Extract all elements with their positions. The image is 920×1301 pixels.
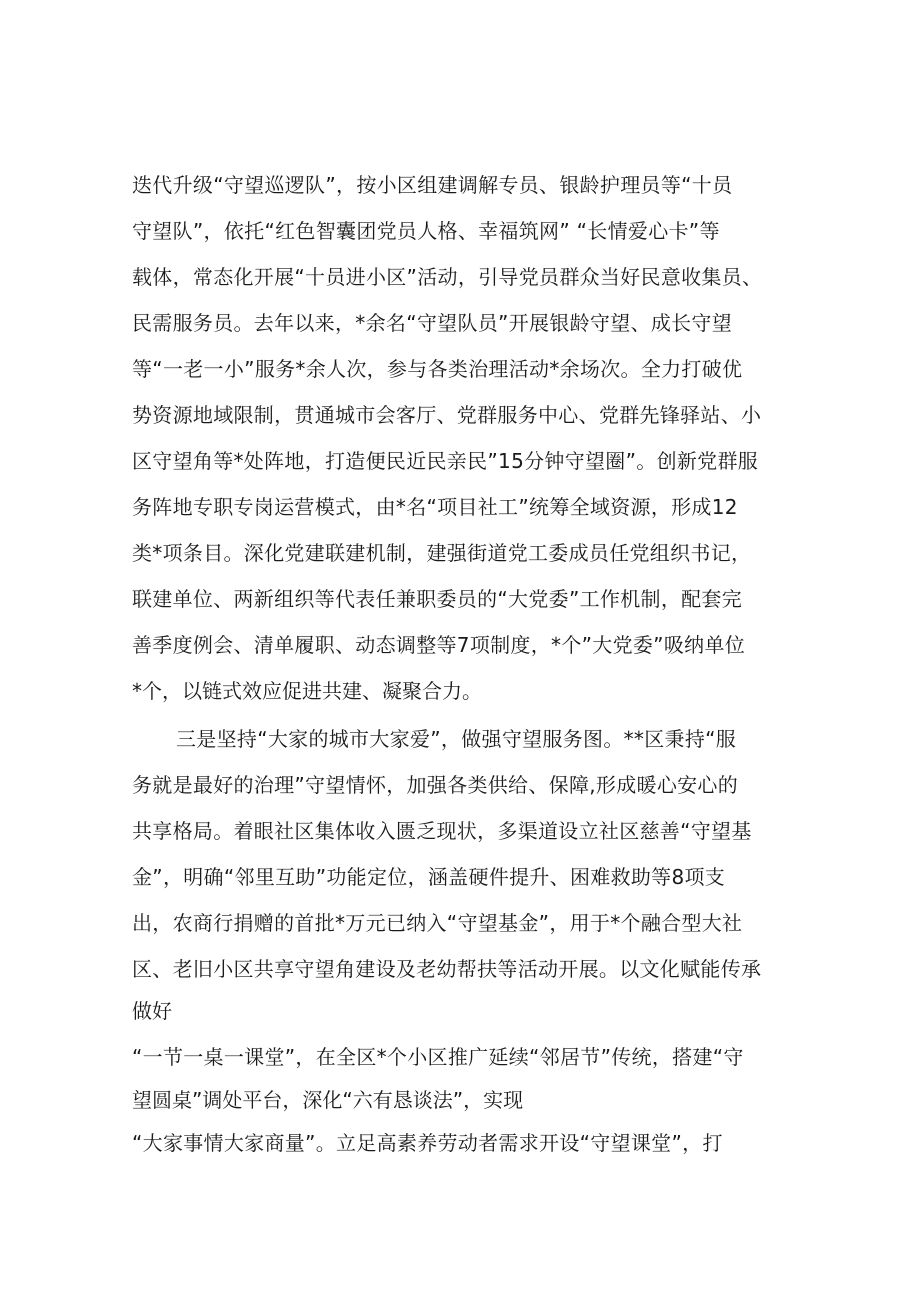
- text-line: 联建单位、两新组织等代表任兼职委员的“大党委”工作机制，配套完: [132, 587, 743, 611]
- text-line: 出，农商行捐赠的首批*万元已纳入“守望基金”，用于*个融合型大社: [132, 911, 743, 935]
- text-line: 民需服务员。去年以来，*余名“守望队员”开展银龄守望、成长守望: [132, 311, 733, 335]
- text-line: 类*项条目。深化党建联建机制，建强街道党工委成员任党组织书记，: [132, 541, 752, 565]
- text-line: “一节一桌一课堂”，在全区*个小区推广延续“邻居节”传统，搭建“守: [132, 1045, 744, 1069]
- text-line: 载体，常态化开展“十员进小区”活动，引导党员群众当好民意收集员、: [132, 265, 763, 289]
- text-line: 区、老旧小区共享守望角建设及老幼帮扶等活动开展。以文化赋能传承: [132, 957, 762, 981]
- text-line: 共享格局。着眼社区集体收入匮乏现状，多渠道设立社区慈善“守望基: [132, 819, 752, 843]
- text-line: 势资源地域限制，贯通城市会客厅、党群服务中心、党群先锋驿站、小: [132, 403, 762, 427]
- paragraph-first-line: 三是坚持“大家的城市大家爱”，做强守望服务图。**区秉持“服: [176, 727, 737, 751]
- text-line: 务阵地专职专岗运营模式，由*名“项目社工”统筹全域资源，形成12: [132, 495, 738, 519]
- text-line: 等“一老一小”服务*余人次，参与各类治理活动*余场次。全力打破优: [132, 357, 743, 381]
- text-line: 善季度例会、清单履职、动态调整等7项制度，*个”大党委”吸纳单位: [132, 633, 746, 657]
- text-line: 务就是最好的治理”守望情怀，加强各类供给、保障,形成暖心安心的: [132, 773, 739, 797]
- text-line: 迭代升级“守望巡逻队”，按小区组建调解专员、银龄护理员等“十员: [132, 173, 733, 197]
- text-line: 守望队”，依托“红色智囊团党员人格、幸福筑网” “长情爱心卡”等: [132, 219, 720, 243]
- text-line: 望圆桌”调处平台，深化“六有恳谈法”，实现: [132, 1088, 524, 1112]
- text-line: *个，以链式效应促进共建、凝聚合力。: [132, 679, 482, 703]
- text-line: 金”，明确“邻里互助”功能定位，涵盖硬件提升、困难救助等8项支: [132, 865, 726, 889]
- text-line: 做好: [132, 999, 172, 1023]
- text-line: 区守望角等*处阵地，打造便民近民亲民”15分钟守望圈”。创新党群服: [132, 449, 759, 473]
- text-line: “大家事情大家商量”。立足高素养劳动者需求开设“守望课堂”，打: [132, 1131, 723, 1155]
